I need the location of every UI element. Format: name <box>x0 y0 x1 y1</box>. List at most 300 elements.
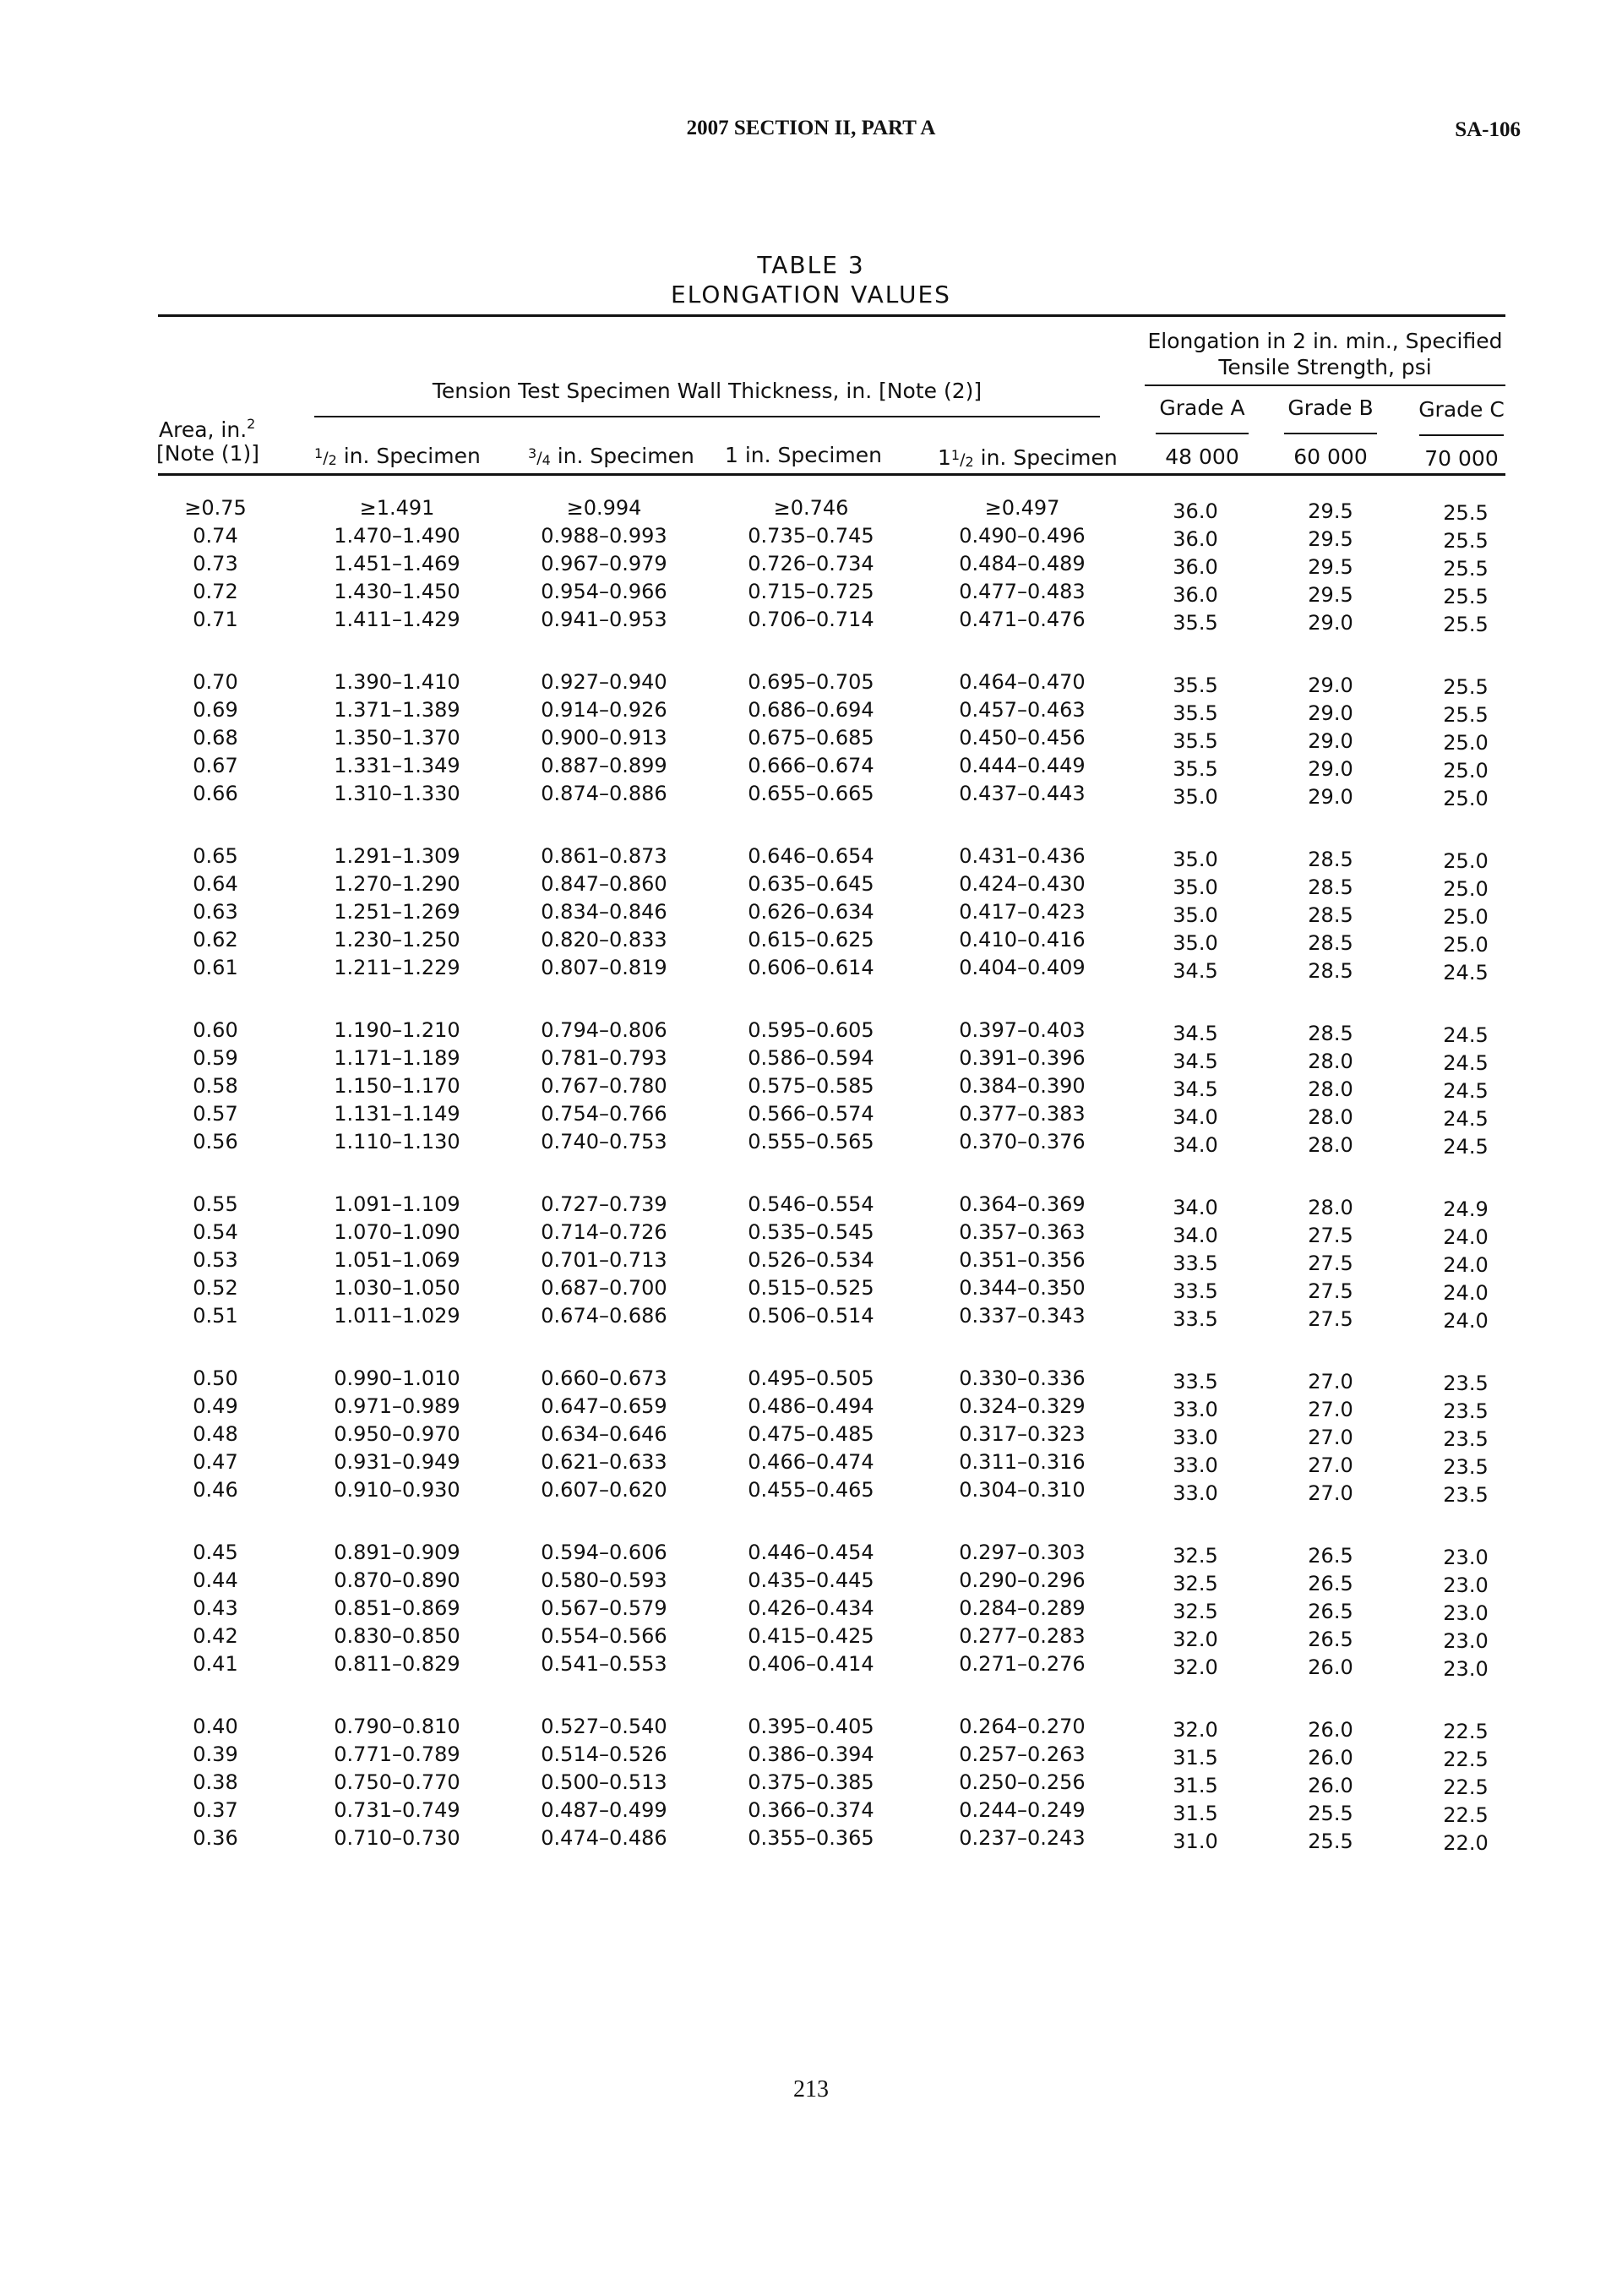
one-inch-specimen-cell: 0.675–0.685 <box>748 726 874 750</box>
area-header-line1: Area, in.$^2$ <box>159 416 256 442</box>
table-row <box>0 1769 1622 1797</box>
grade-b-elongation-cell: 26.5 <box>1308 1544 1353 1568</box>
three-quarter-inch-specimen-cell: 0.914–0.926 <box>541 698 667 722</box>
specimen-one-inch-header: 1 in. Specimen <box>725 443 882 467</box>
one-inch-specimen-cell: 0.426–0.434 <box>748 1596 874 1620</box>
grade-a-elongation-cell: 35.5 <box>1173 729 1218 753</box>
grade-b-elongation-cell: 28.5 <box>1308 848 1353 871</box>
table-row <box>0 1421 1622 1451</box>
area-cell: 0.48 <box>193 1422 238 1446</box>
one-and-half-inch-specimen-cell: 0.344–0.350 <box>959 1276 1086 1300</box>
grade-a-elongation-cell: 33.5 <box>1173 1252 1218 1275</box>
one-and-half-inch-specimen-cell: 0.464–0.470 <box>959 670 1086 694</box>
table-row <box>0 954 1622 982</box>
half-inch-specimen-cell: 0.950–0.970 <box>334 1422 460 1446</box>
three-quarter-inch-specimen-cell: 0.794–0.806 <box>541 1018 667 1042</box>
grade-c-elongation-cell: 25.0 <box>1443 933 1489 957</box>
one-and-half-inch-specimen-cell: 0.444–0.449 <box>959 754 1086 777</box>
three-quarter-inch-specimen-cell: 0.727–0.739 <box>541 1192 667 1216</box>
grade-a-elongation-cell: 35.5 <box>1173 611 1218 635</box>
grade-b-elongation-cell: 28.5 <box>1308 875 1353 899</box>
grade-c-elongation-cell: 24.0 <box>1443 1225 1489 1249</box>
three-quarter-inch-specimen-cell: 0.660–0.673 <box>541 1366 667 1390</box>
grade-c-elongation-cell: 23.5 <box>1443 1372 1489 1395</box>
grade-a-elongation-cell: 34.5 <box>1173 959 1218 983</box>
area-cell: 0.44 <box>193 1568 238 1592</box>
area-cell: 0.56 <box>193 1130 238 1153</box>
one-inch-specimen-cell: 0.706–0.714 <box>748 608 874 631</box>
area-cell: 0.60 <box>193 1018 238 1042</box>
fraction-three-quarters: $^3/_4$ <box>528 445 551 468</box>
grade-a-elongation-cell: 34.5 <box>1173 1050 1218 1073</box>
one-inch-specimen-cell: 0.715–0.725 <box>748 580 874 603</box>
grade-b-elongation-cell: 29.0 <box>1308 674 1353 697</box>
grade-c-elongation-cell: 23.0 <box>1443 1657 1489 1681</box>
one-inch-specimen-cell: 0.606–0.614 <box>748 956 874 979</box>
table-row <box>0 898 1622 929</box>
grade-b-elongation-cell: 25.5 <box>1308 1830 1353 1853</box>
grade-c-elongation-cell: 23.5 <box>1443 1427 1489 1451</box>
one-inch-specimen-cell: 0.615–0.625 <box>748 928 874 952</box>
one-inch-specimen-cell: 0.366–0.374 <box>748 1798 874 1822</box>
table-body <box>0 494 1622 1887</box>
grade-a-elongation-cell: 35.5 <box>1173 674 1218 697</box>
grade-c-elongation-cell: 25.0 <box>1443 849 1489 873</box>
grade-b-elongation-cell: 28.5 <box>1308 903 1353 927</box>
specimen-three-quarter-inch-header: $^3/_4$ in. Specimen <box>528 444 694 468</box>
table-row <box>0 1622 1622 1653</box>
table-row <box>0 1539 1622 1567</box>
half-inch-specimen-cell: 1.230–1.250 <box>334 928 460 952</box>
grade-c-elongation-cell: 23.0 <box>1443 1629 1489 1653</box>
grade-c-elongation-cell: 25.5 <box>1443 557 1489 581</box>
table-row <box>0 1302 1622 1333</box>
half-inch-specimen-cell: 0.830–0.850 <box>334 1624 460 1648</box>
area-cell: 0.40 <box>193 1715 238 1738</box>
grade-a-elongation-cell: 35.0 <box>1173 875 1218 899</box>
grade-c-elongation-cell: 24.5 <box>1443 961 1489 984</box>
three-quarter-inch-specimen-cell: 0.967–0.979 <box>541 552 667 575</box>
grade-a-elongation-cell: 35.0 <box>1173 903 1218 927</box>
one-inch-specimen-cell: 0.506–0.514 <box>748 1304 874 1328</box>
one-inch-specimen-cell: 0.446–0.454 <box>748 1541 874 1564</box>
three-quarter-inch-specimen-cell: 0.740–0.753 <box>541 1130 667 1153</box>
grade-a-elongation-cell: 36.0 <box>1173 583 1218 607</box>
three-quarter-inch-specimen-cell: 0.487–0.499 <box>541 1798 667 1822</box>
grade-a-elongation-cell: 33.0 <box>1173 1426 1218 1449</box>
half-inch-specimen-cell: 1.350–1.370 <box>334 726 460 750</box>
table-caption: TABLE 3 <box>757 251 865 279</box>
half-inch-specimen-cell: 1.291–1.309 <box>334 844 460 868</box>
one-and-half-inch-specimen-cell: 0.297–0.303 <box>959 1541 1086 1564</box>
one-inch-specimen-cell: 0.626–0.634 <box>748 900 874 924</box>
one-and-half-inch-specimen-cell: 0.330–0.336 <box>959 1366 1086 1390</box>
table-row <box>0 870 1622 901</box>
half-inch-specimen-cell: 1.091–1.109 <box>334 1192 460 1216</box>
one-inch-specimen-cell: 0.475–0.485 <box>748 1422 874 1446</box>
table-row <box>0 668 1622 699</box>
table-row <box>0 1219 1622 1249</box>
grade-b-elongation-cell: 29.0 <box>1308 785 1353 809</box>
grade-c-elongation-cell: 24.5 <box>1443 1051 1489 1075</box>
grade-b-elongation-cell: 26.0 <box>1308 1746 1353 1770</box>
one-and-half-inch-specimen-cell: 0.337–0.343 <box>959 1304 1086 1328</box>
grade-a-elongation-cell: 35.5 <box>1173 701 1218 725</box>
area-cell: 0.45 <box>193 1541 238 1564</box>
one-and-half-inch-specimen-cell: 0.391–0.396 <box>959 1046 1086 1070</box>
area-cell: 0.68 <box>193 726 238 750</box>
area-cell: 0.39 <box>193 1742 238 1766</box>
area-cell: 0.47 <box>193 1450 238 1474</box>
grade-c-elongation-cell: 25.5 <box>1443 529 1489 553</box>
grade-a-elongation-cell: 33.0 <box>1173 1481 1218 1505</box>
table-row <box>0 1741 1622 1769</box>
three-quarter-inch-specimen-cell: 0.687–0.700 <box>541 1276 667 1300</box>
grade-c-elongation-cell: 25.5 <box>1443 585 1489 608</box>
table-row <box>0 1713 1622 1741</box>
one-and-half-inch-specimen-cell: 0.257–0.263 <box>959 1742 1086 1766</box>
one-inch-specimen-cell: 0.575–0.585 <box>748 1074 874 1098</box>
grade-a-elongation-cell: 34.0 <box>1173 1224 1218 1247</box>
one-inch-specimen-cell: 0.395–0.405 <box>748 1715 874 1738</box>
one-inch-specimen-cell: 0.586–0.594 <box>748 1046 874 1070</box>
one-inch-specimen-cell: 0.686–0.694 <box>748 698 874 722</box>
three-quarter-inch-specimen-cell: 0.941–0.953 <box>541 608 667 631</box>
fraction-one-half: $^1/_2$ <box>314 445 337 468</box>
table-row <box>0 1072 1622 1103</box>
three-quarter-inch-specimen-cell: 0.541–0.553 <box>541 1652 667 1676</box>
half-inch-specimen-cell: 1.150–1.170 <box>334 1074 460 1098</box>
half-inch-specimen-cell: 1.070–1.090 <box>334 1220 460 1244</box>
grade-c-elongation-cell: 24.5 <box>1443 1079 1489 1103</box>
grade-b-elongation-cell: 29.5 <box>1308 555 1353 579</box>
grade-a-elongation-cell: 35.0 <box>1173 848 1218 871</box>
grade-b-elongation-cell: 27.5 <box>1308 1307 1353 1331</box>
half-inch-specimen-cell: 1.251–1.269 <box>334 900 460 924</box>
area-cell: 0.52 <box>193 1276 238 1300</box>
area-cell: 0.70 <box>193 670 238 694</box>
one-and-half-inch-specimen-cell: 0.317–0.323 <box>959 1422 1086 1446</box>
grade-a-elongation-cell: 34.5 <box>1173 1022 1218 1045</box>
grade-a-elongation-cell: 33.5 <box>1173 1279 1218 1303</box>
grade-b-elongation-cell: 29.0 <box>1308 701 1353 725</box>
half-inch-specimen-cell: 1.190–1.210 <box>334 1018 460 1042</box>
grade-c-elongation-cell: 23.5 <box>1443 1399 1489 1423</box>
table-row <box>0 926 1622 957</box>
one-inch-specimen-cell: 0.455–0.465 <box>748 1478 874 1502</box>
grade-c-elongation-cell: 24.5 <box>1443 1023 1489 1047</box>
three-quarter-inch-specimen-cell: 0.900–0.913 <box>541 726 667 750</box>
specimen-half-inch-header: $^1/_2$ in. Specimen <box>314 444 481 468</box>
area-cell: 0.74 <box>193 524 238 548</box>
half-inch-specimen-cell: 0.990–1.010 <box>334 1366 460 1390</box>
one-inch-specimen-cell: 0.555–0.565 <box>748 1130 874 1153</box>
area-cell: ≥0.75 <box>184 496 247 520</box>
three-quarter-inch-specimen-cell: 0.714–0.726 <box>541 1220 667 1244</box>
grade-a-elongation-cell: 34.0 <box>1173 1133 1218 1157</box>
grade-b-elongation-cell: 29.5 <box>1308 583 1353 607</box>
three-quarter-inch-specimen-cell: 0.927–0.940 <box>541 670 667 694</box>
one-and-half-inch-specimen-cell: ≥0.497 <box>984 496 1060 520</box>
one-and-half-inch-specimen-cell: 0.431–0.436 <box>959 844 1086 868</box>
one-and-half-inch-specimen-cell: 0.384–0.390 <box>959 1074 1086 1098</box>
table-row <box>0 1476 1622 1507</box>
row-group <box>0 494 1622 634</box>
table-heading: ELONGATION VALUES <box>671 281 951 308</box>
half-inch-specimen-cell: 1.131–1.149 <box>334 1102 460 1126</box>
three-quarter-inch-specimen-cell: 0.580–0.593 <box>541 1568 667 1592</box>
three-quarter-inch-specimen-cell: 0.834–0.846 <box>541 900 667 924</box>
one-and-half-inch-specimen-cell: 0.370–0.376 <box>959 1130 1086 1153</box>
top-rule <box>158 314 1505 317</box>
area-cell: 0.51 <box>193 1304 238 1328</box>
grade-b-elongation-cell: 27.0 <box>1308 1426 1353 1449</box>
one-and-half-inch-specimen-cell: 0.450–0.456 <box>959 726 1086 750</box>
table-row <box>0 1128 1622 1159</box>
half-inch-specimen-cell: 1.331–1.349 <box>334 754 460 777</box>
area-cell: 0.42 <box>193 1624 238 1648</box>
table-title <box>0 250 1622 309</box>
area-cell: 0.38 <box>193 1770 238 1794</box>
grade-a-header: Grade A <box>1159 395 1245 420</box>
one-and-half-inch-specimen-cell: 0.284–0.289 <box>959 1596 1086 1620</box>
area-cell: 0.71 <box>193 608 238 631</box>
one-inch-specimen-cell: 0.526–0.534 <box>748 1248 874 1272</box>
three-quarter-inch-specimen-cell: 0.847–0.860 <box>541 872 667 896</box>
area-header-line2: [Note (1)] <box>156 441 260 466</box>
one-and-half-inch-specimen-cell: 0.364–0.369 <box>959 1192 1086 1216</box>
grade-a-elongation-cell: 32.0 <box>1173 1655 1218 1679</box>
grade-a-elongation-cell: 32.0 <box>1173 1628 1218 1651</box>
grade-a-elongation-cell: 31.0 <box>1173 1830 1218 1853</box>
grade-b-elongation-cell: 28.0 <box>1308 1105 1353 1129</box>
table-row <box>0 752 1622 783</box>
table-row <box>0 494 1622 525</box>
table-row <box>0 843 1622 873</box>
grade-b-elongation-cell: 28.0 <box>1308 1050 1353 1073</box>
half-inch-specimen-cell: 0.710–0.730 <box>334 1826 460 1850</box>
three-quarter-inch-specimen-cell: 0.754–0.766 <box>541 1102 667 1126</box>
half-inch-specimen-cell: 1.411–1.429 <box>334 608 460 631</box>
one-and-half-inch-specimen-cell: 0.277–0.283 <box>959 1624 1086 1648</box>
table-row <box>0 1650 1622 1681</box>
grade-a-elongation-cell: 36.0 <box>1173 527 1218 551</box>
one-and-half-inch-specimen-cell: 0.397–0.403 <box>959 1018 1086 1042</box>
half-inch-specimen-cell: 0.790–0.810 <box>334 1715 460 1738</box>
grade-a-elongation-cell: 35.0 <box>1173 931 1218 955</box>
half-inch-specimen-cell: 0.771–0.789 <box>334 1742 460 1766</box>
grade-c-elongation-cell: 23.0 <box>1443 1546 1489 1569</box>
grade-c-elongation-cell: 22.5 <box>1443 1775 1489 1799</box>
one-and-half-inch-specimen-cell: 0.410–0.416 <box>959 928 1086 952</box>
three-quarter-inch-specimen-cell: 0.807–0.819 <box>541 956 667 979</box>
grade-b-elongation-cell: 27.5 <box>1308 1224 1353 1247</box>
grade-a-elongation-cell: 33.0 <box>1173 1453 1218 1477</box>
one-and-half-inch-specimen-cell: 0.484–0.489 <box>959 552 1086 575</box>
grade-b-elongation-cell: 27.0 <box>1308 1481 1353 1505</box>
area-cell: 0.73 <box>193 552 238 575</box>
three-quarter-inch-specimen-cell: 0.554–0.566 <box>541 1624 667 1648</box>
tension-group-header: Tension Test Specimen Wall Thickness, in. [Note (2)] <box>432 379 982 403</box>
half-inch-specimen-cell: 1.371–1.389 <box>334 698 460 722</box>
one-inch-specimen-cell: 0.635–0.645 <box>748 872 874 896</box>
grade-c-elongation-cell: 24.5 <box>1443 1107 1489 1131</box>
grade-b-elongation-cell: 27.5 <box>1308 1252 1353 1275</box>
grade-c-rule <box>1419 434 1504 436</box>
page-number: 213 <box>793 2076 829 2102</box>
one-inch-specimen-cell: 0.655–0.665 <box>748 782 874 805</box>
half-inch-specimen-cell: 1.110–1.130 <box>334 1130 460 1153</box>
three-quarter-inch-specimen-cell: ≥0.994 <box>566 496 642 520</box>
one-inch-specimen-cell: 0.375–0.385 <box>748 1770 874 1794</box>
one-and-half-inch-specimen-cell: 0.264–0.270 <box>959 1715 1086 1738</box>
grade-a-elongation-cell: 32.5 <box>1173 1572 1218 1595</box>
one-inch-specimen-cell: ≥0.746 <box>773 496 849 520</box>
table-row <box>0 1567 1622 1595</box>
grade-a-elongation-cell: 33.5 <box>1173 1307 1218 1331</box>
grade-b-elongation-cell: 29.0 <box>1308 757 1353 781</box>
grade-c-elongation-cell: 24.0 <box>1443 1253 1489 1277</box>
grade-a-elongation-cell: 31.5 <box>1173 1746 1218 1770</box>
grade-b-elongation-cell: 28.0 <box>1308 1077 1353 1101</box>
three-quarter-inch-specimen-cell: 0.634–0.646 <box>541 1422 667 1446</box>
one-and-half-inch-specimen-cell: 0.477–0.483 <box>959 580 1086 603</box>
area-cell: 0.43 <box>193 1596 238 1620</box>
grade-b-rule <box>1284 433 1377 434</box>
half-inch-specimen-cell: 0.891–0.909 <box>334 1541 460 1564</box>
grade-b-strength: 60 000 <box>1293 444 1368 469</box>
area-cell: 0.53 <box>193 1248 238 1272</box>
three-quarter-inch-specimen-cell: 0.621–0.633 <box>541 1450 667 1474</box>
one-and-half-inch-specimen-cell: 0.490–0.496 <box>959 524 1086 548</box>
grade-a-elongation-cell: 33.0 <box>1173 1398 1218 1421</box>
half-inch-specimen-cell: 1.171–1.189 <box>334 1046 460 1070</box>
grade-b-elongation-cell: 29.0 <box>1308 729 1353 753</box>
one-inch-specimen-cell: 0.486–0.494 <box>748 1394 874 1418</box>
one-and-half-inch-specimen-cell: 0.311–0.316 <box>959 1450 1086 1474</box>
fraction-one-half: $^1/_2$ <box>950 447 974 470</box>
grade-c-elongation-cell: 25.0 <box>1443 877 1489 901</box>
one-inch-specimen-cell: 0.386–0.394 <box>748 1742 874 1766</box>
grade-b-elongation-cell: 26.0 <box>1308 1718 1353 1742</box>
grade-b-elongation-cell: 25.5 <box>1308 1802 1353 1825</box>
grade-a-elongation-cell: 34.0 <box>1173 1196 1218 1219</box>
half-inch-specimen-cell: 1.310–1.330 <box>334 782 460 805</box>
half-inch-specimen-cell: 0.851–0.869 <box>334 1596 460 1620</box>
half-inch-specimen-cell: 0.731–0.749 <box>334 1798 460 1822</box>
grade-c-elongation-cell: 24.0 <box>1443 1309 1489 1333</box>
grade-a-rule <box>1156 433 1249 434</box>
three-quarter-inch-specimen-cell: 0.767–0.780 <box>541 1074 667 1098</box>
one-and-half-inch-specimen-cell: 0.250–0.256 <box>959 1770 1086 1794</box>
three-quarter-inch-specimen-cell: 0.887–0.899 <box>541 754 667 777</box>
grade-c-elongation-cell: 25.0 <box>1443 787 1489 810</box>
three-quarter-inch-specimen-cell: 0.514–0.526 <box>541 1742 667 1766</box>
three-quarter-inch-specimen-cell: 0.861–0.873 <box>541 844 667 868</box>
grade-c-header: Grade C <box>1418 397 1505 422</box>
one-and-half-inch-specimen-cell: 0.357–0.363 <box>959 1220 1086 1244</box>
grade-b-elongation-cell: 29.5 <box>1308 499 1353 523</box>
one-inch-specimen-cell: 0.726–0.734 <box>748 552 874 575</box>
three-quarter-inch-specimen-cell: 0.607–0.620 <box>541 1478 667 1502</box>
three-quarter-inch-specimen-cell: 0.701–0.713 <box>541 1248 667 1272</box>
elongation-header-line1: Elongation in 2 in. min., Specified <box>1147 329 1503 353</box>
area-cell: 0.36 <box>193 1826 238 1850</box>
one-and-half-inch-specimen-cell: 0.290–0.296 <box>959 1568 1086 1592</box>
table-row <box>0 696 1622 727</box>
area-cell: 0.57 <box>193 1102 238 1126</box>
grade-a-elongation-cell: 32.0 <box>1173 1718 1218 1742</box>
one-inch-specimen-cell: 0.406–0.414 <box>748 1652 874 1676</box>
one-and-half-inch-specimen-cell: 0.351–0.356 <box>959 1248 1086 1272</box>
row-group <box>0 668 1622 808</box>
area-cell: 0.65 <box>193 844 238 868</box>
half-inch-specimen-cell: 1.051–1.069 <box>334 1248 460 1272</box>
one-inch-specimen-cell: 0.435–0.445 <box>748 1568 874 1592</box>
half-inch-specimen-cell: 0.910–0.930 <box>334 1478 460 1502</box>
three-quarter-inch-specimen-cell: 0.567–0.579 <box>541 1596 667 1620</box>
grade-c-elongation-cell: 25.5 <box>1443 613 1489 636</box>
three-quarter-inch-specimen-cell: 0.820–0.833 <box>541 928 667 952</box>
grade-b-elongation-cell: 27.0 <box>1308 1370 1353 1393</box>
grade-a-strength: 48 000 <box>1165 444 1239 469</box>
grade-b-elongation-cell: 28.0 <box>1308 1133 1353 1157</box>
grade-c-elongation-cell: 22.5 <box>1443 1720 1489 1743</box>
grade-b-elongation-cell: 26.5 <box>1308 1600 1353 1623</box>
area-cell: 0.41 <box>193 1652 238 1676</box>
three-quarter-inch-specimen-cell: 0.674–0.686 <box>541 1304 667 1328</box>
grade-b-elongation-cell: 29.5 <box>1308 527 1353 551</box>
one-inch-specimen-cell: 0.466–0.474 <box>748 1450 874 1474</box>
one-and-half-inch-specimen-cell: 0.404–0.409 <box>959 956 1086 979</box>
tension-group-rule <box>314 416 1100 417</box>
table-row <box>0 1448 1622 1479</box>
grade-b-elongation-cell: 28.0 <box>1308 1196 1353 1219</box>
half-inch-specimen-cell: 1.211–1.229 <box>334 956 460 979</box>
one-inch-specimen-cell: 0.695–0.705 <box>748 670 874 694</box>
grade-c-elongation-cell: 23.0 <box>1443 1573 1489 1597</box>
grade-c-elongation-cell: 25.5 <box>1443 675 1489 699</box>
grade-b-elongation-cell: 27.5 <box>1308 1279 1353 1303</box>
area-cell: 0.49 <box>193 1394 238 1418</box>
one-inch-specimen-cell: 0.735–0.745 <box>748 524 874 548</box>
area-cell: 0.62 <box>193 928 238 952</box>
one-and-half-inch-specimen-cell: 0.471–0.476 <box>959 608 1086 631</box>
row-group <box>0 1713 1622 1855</box>
grade-c-elongation-cell: 22.5 <box>1443 1803 1489 1827</box>
area-cell: 0.59 <box>193 1046 238 1070</box>
row-group <box>0 843 1622 982</box>
area-cell: 0.54 <box>193 1220 238 1244</box>
area-cell: 0.66 <box>193 782 238 805</box>
one-inch-specimen-cell: 0.546–0.554 <box>748 1192 874 1216</box>
one-and-half-inch-specimen-cell: 0.437–0.443 <box>959 782 1086 805</box>
area-cell: 0.58 <box>193 1074 238 1098</box>
table-row <box>0 724 1622 755</box>
one-inch-specimen-cell: 0.495–0.505 <box>748 1366 874 1390</box>
grade-a-elongation-cell: 35.0 <box>1173 785 1218 809</box>
grade-a-elongation-cell: 34.0 <box>1173 1105 1218 1129</box>
table-row <box>0 780 1622 808</box>
half-inch-specimen-cell: 1.030–1.050 <box>334 1276 460 1300</box>
table-row <box>0 1393 1622 1421</box>
half-inch-specimen-cell: 1.470–1.490 <box>334 524 460 548</box>
three-quarter-inch-specimen-cell: 0.647–0.659 <box>541 1394 667 1418</box>
table-row <box>0 1246 1622 1277</box>
table-row <box>0 550 1622 581</box>
one-inch-specimen-cell: 0.646–0.654 <box>748 844 874 868</box>
grade-b-elongation-cell: 27.0 <box>1308 1453 1353 1477</box>
